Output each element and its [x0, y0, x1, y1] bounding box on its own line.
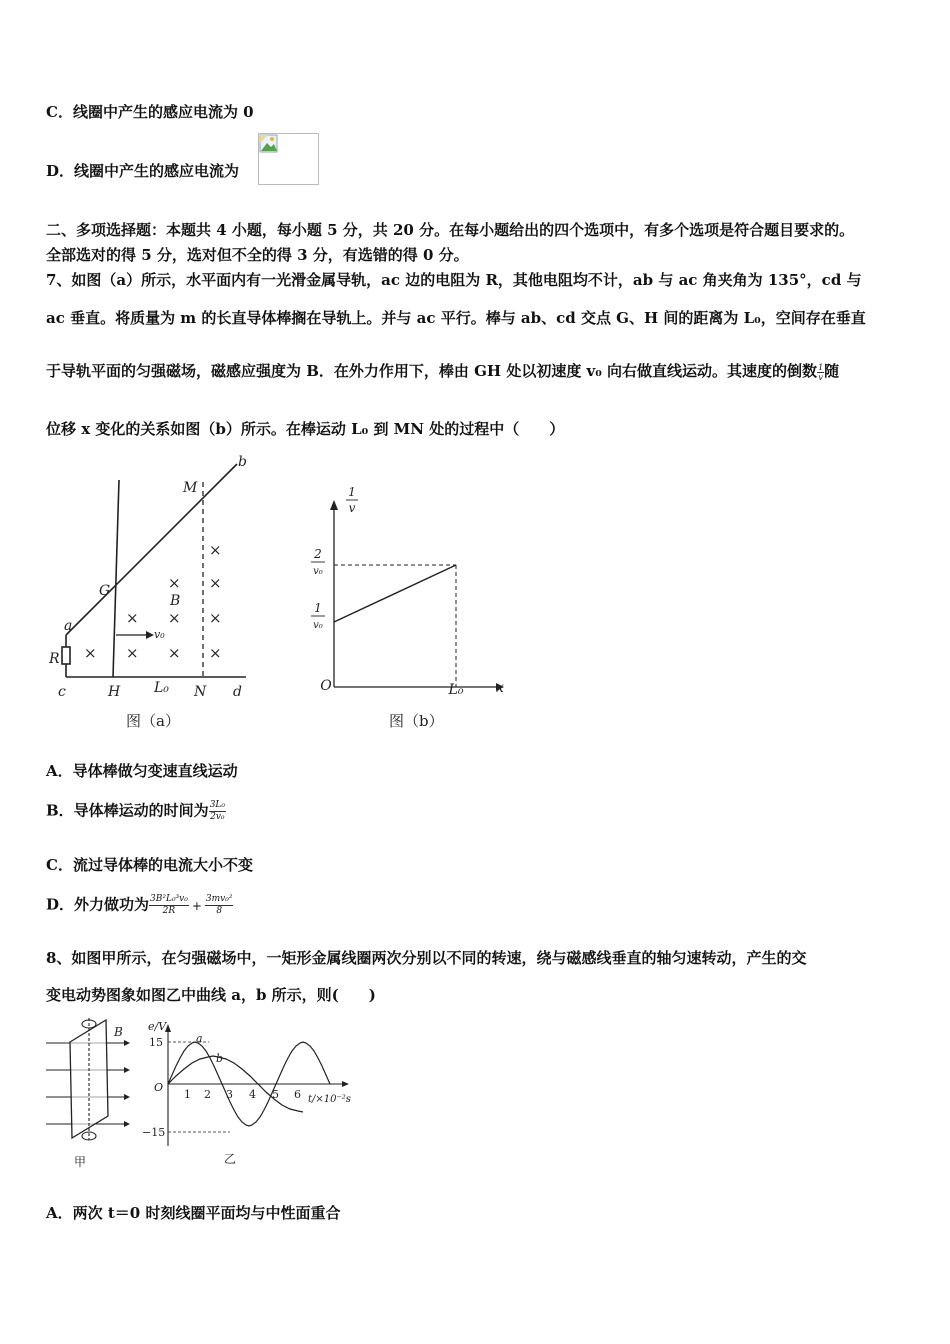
label-n: N: [194, 684, 207, 700]
y-tick-1-num: 1: [314, 601, 322, 615]
curve-a-label: a: [196, 1032, 203, 1045]
y-tick-1-den: v₀: [313, 620, 323, 631]
q7-option-b-text: B．导体棒运动的时间为: [46, 801, 209, 820]
q7-option-c: C．流过导体棒的电流大小不变: [46, 856, 253, 874]
q7-line3-tail: 随: [824, 362, 840, 380]
q7-option-d-fraction-2: [205, 894, 234, 917]
t-tick-6: 6: [294, 1088, 301, 1101]
fraction-numerator: 3L₀: [209, 800, 225, 810]
q7-option-d: [46, 894, 233, 917]
x-axis-label: x: [496, 680, 504, 696]
q8-line1: 8、如图甲所示，在匀强磁场中，一矩形金属线圈两次分别以不同的转速，绕与磁感线垂直的轴匀速转动，产生的交: [46, 949, 807, 967]
q7-line2: ac 垂直。将质量为 m 的长直导体棒搁在导轨上。并与 ac 平行。棒与 ab、cd 交点 G、H 间的距离为 L₀，空间存在垂直: [46, 309, 866, 327]
field-cross: ×: [209, 609, 222, 627]
fraction-denominator: 2v₀: [210, 812, 225, 822]
label-field-b: B: [170, 593, 181, 609]
curve-b-label: b: [216, 1052, 224, 1065]
q7-option-a: A．导体棒做匀变速直线运动: [46, 762, 238, 780]
x-tick-l0: L₀: [448, 682, 464, 698]
label-c: c: [58, 684, 66, 700]
label-v0: v₀: [154, 628, 165, 641]
label-m: M: [183, 480, 198, 496]
section2-line2: 全部选对的得 5 分，选对但不全的得 3 分，有选错的得 0 分。: [46, 246, 469, 264]
y-label-den: v: [348, 501, 356, 515]
y-tick-15: 15: [149, 1036, 163, 1049]
q6-option-c: C．线圈中产生的感应电流为 0: [46, 103, 254, 121]
e-axis-label: e/V: [148, 1020, 167, 1033]
q7-option-b-fraction: [209, 800, 226, 823]
fraction-numerator: 3mv₀²: [205, 894, 233, 904]
fraction-denominator: v: [818, 372, 823, 382]
t-tick-5: 5: [272, 1088, 279, 1101]
figure-jia-rotating-coil: [46, 1018, 136, 1170]
label-g: G: [99, 583, 111, 599]
t-tick-1: 1: [184, 1088, 191, 1101]
field-cross: ×: [209, 644, 222, 662]
fraction-numerator: 1: [818, 362, 824, 372]
t-tick-3: 3: [226, 1088, 233, 1101]
q7-option-b: [46, 800, 226, 823]
figure-jia-caption: 甲: [74, 1155, 87, 1169]
field-cross: ×: [168, 644, 181, 662]
field-cross: ×: [168, 574, 181, 592]
q7-line3-text: 于导轨平面的匀强磁场，磁感应强度为 B．在外力作用下，棒由 GH 处以初速度 v₀ 向右做直线运动。其速度的倒数: [46, 362, 818, 380]
figure-yi-caption: 乙: [224, 1152, 237, 1166]
t-axis-arrowhead: [342, 1081, 349, 1087]
field-cross: ×: [168, 609, 181, 627]
label-r: R: [49, 651, 60, 667]
y-tick-neg15: −15: [142, 1126, 166, 1139]
t-tick-4: 4: [249, 1088, 256, 1101]
field-cross: ×: [209, 541, 222, 559]
fraction-denominator: 8: [216, 906, 223, 916]
q8-option-a: A．两次 t＝0 时刻线圈平面均与中性面重合: [46, 1204, 341, 1222]
origin-label: O: [320, 678, 332, 694]
q7-option-d-text: D．外力做功为: [46, 895, 150, 914]
y-axis-arrowhead: [330, 500, 338, 510]
broken-image-icon: [259, 134, 279, 154]
q7-line4: 位移 x 变化的关系如图（b）所示。在棒运动 L₀ 到 MN 处的过程中（ ）: [46, 420, 565, 438]
q7-option-d-fraction-1: [149, 894, 189, 917]
q7-line1: 7、如图（a）所示，水平面内有一光滑金属导轨，ac 边的电阻为 R，其他电阻均不计，ab 与 ac 角夹角为 135°，cd 与: [46, 271, 862, 289]
q7-line3: [46, 361, 839, 382]
label-l0: L₀: [154, 680, 169, 696]
broken-image-placeholder: [258, 133, 319, 185]
section2-line1: 二、多项选择题：本题共 4 小题，每小题 5 分，共 20 分。在每小题给出的四个选项中，有多个选项是符合题目要求的。: [46, 221, 855, 239]
t-axis-label: t/×10⁻²s: [308, 1094, 351, 1105]
field-cross: ×: [126, 609, 139, 627]
field-label-b: B: [114, 1025, 123, 1039]
figure-yi-emf-graph: [140, 1018, 362, 1170]
field-cross: ×: [126, 644, 139, 662]
fraction-numerator: 3B²L₀³v₀: [150, 894, 188, 904]
origin-label: O: [154, 1081, 164, 1094]
figure-a-rail-diagram: [46, 452, 286, 732]
y-tick-2-den: v₀: [313, 566, 323, 577]
y-label-num: 1: [348, 485, 356, 499]
figure-b-inverse-velocity-graph: [296, 452, 511, 732]
label-a: a: [64, 618, 73, 634]
q8-line2: 变电动势图象如图乙中曲线 a，b 所示，则( ): [46, 986, 376, 1004]
resistor-r: [62, 647, 70, 664]
label-b: b: [238, 454, 247, 470]
rod-gh: [113, 480, 119, 677]
figure-b-caption: 图（b）: [389, 712, 444, 730]
field-cross: ×: [84, 644, 97, 662]
fraction-denominator: 2R: [162, 906, 176, 916]
y-tick-2-num: 2: [314, 547, 322, 561]
plus-sign: +: [191, 898, 202, 913]
label-h: H: [108, 684, 121, 700]
velocity-arrowhead: [146, 631, 154, 639]
t-tick-2: 2: [204, 1088, 211, 1101]
field-cross: ×: [209, 574, 222, 592]
graph-line: [334, 565, 456, 622]
q6-option-d: D．线圈中产生的感应电流为: [46, 162, 240, 180]
figure-a-caption: 图（a）: [126, 712, 180, 730]
label-d: d: [233, 684, 242, 700]
